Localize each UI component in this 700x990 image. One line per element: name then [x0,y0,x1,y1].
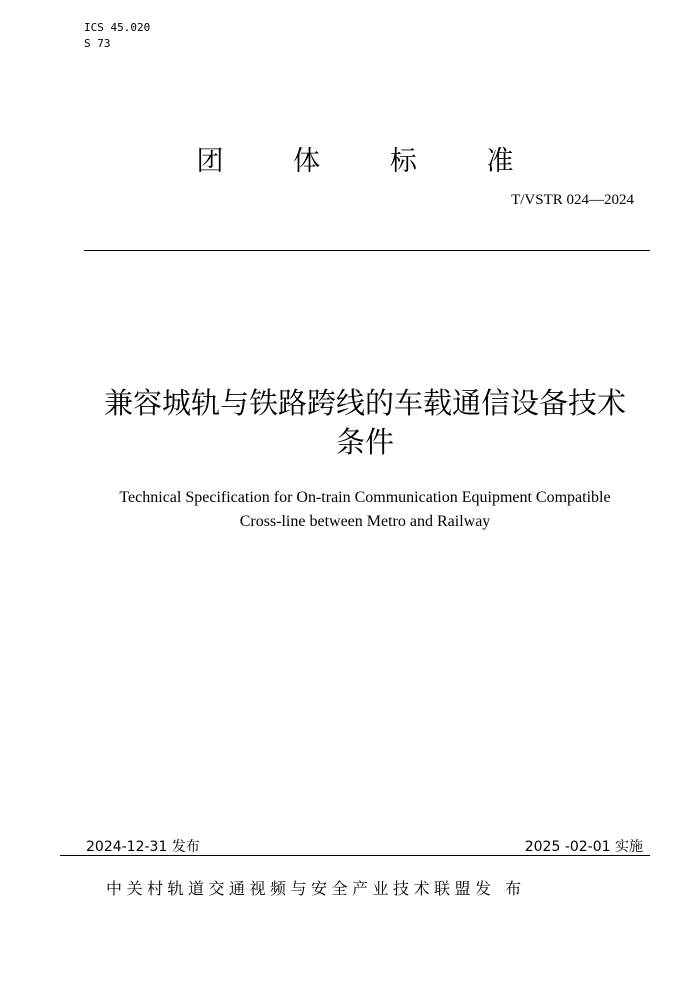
publisher: 中关村轨道交通视频与安全产业技术联盟发 布 [106,879,526,898]
ics-code: ICS 45.020 [84,21,151,34]
english-title-line: Technical Specification for On-train Communication Equipment Compatible [119,489,611,506]
footer-divider [60,855,650,856]
standard-type-char: 标 [389,145,417,177]
chinese-title [60,384,670,462]
standard-type-heading [195,140,515,176]
english-title-line: Cross-line between Metro and Railway [239,513,491,530]
standard-number: T/VSTR 024—2024 [511,192,634,208]
standard-type-char: 团 [196,145,224,177]
issue-date: 2024-12-31 发布 [86,839,200,855]
ccs-code: S 73 [84,37,111,50]
implementation-date: 2025 -02-01 实施 [524,839,643,855]
chinese-title-line: 兼容城轨与铁路跨线的车载通信设备技术 [103,386,626,420]
chinese-title-line: 条件 [335,425,394,459]
english-title [60,486,670,534]
header-divider [84,250,650,251]
standard-type-char: 体 [293,145,321,177]
standard-type-char: 准 [486,145,514,177]
